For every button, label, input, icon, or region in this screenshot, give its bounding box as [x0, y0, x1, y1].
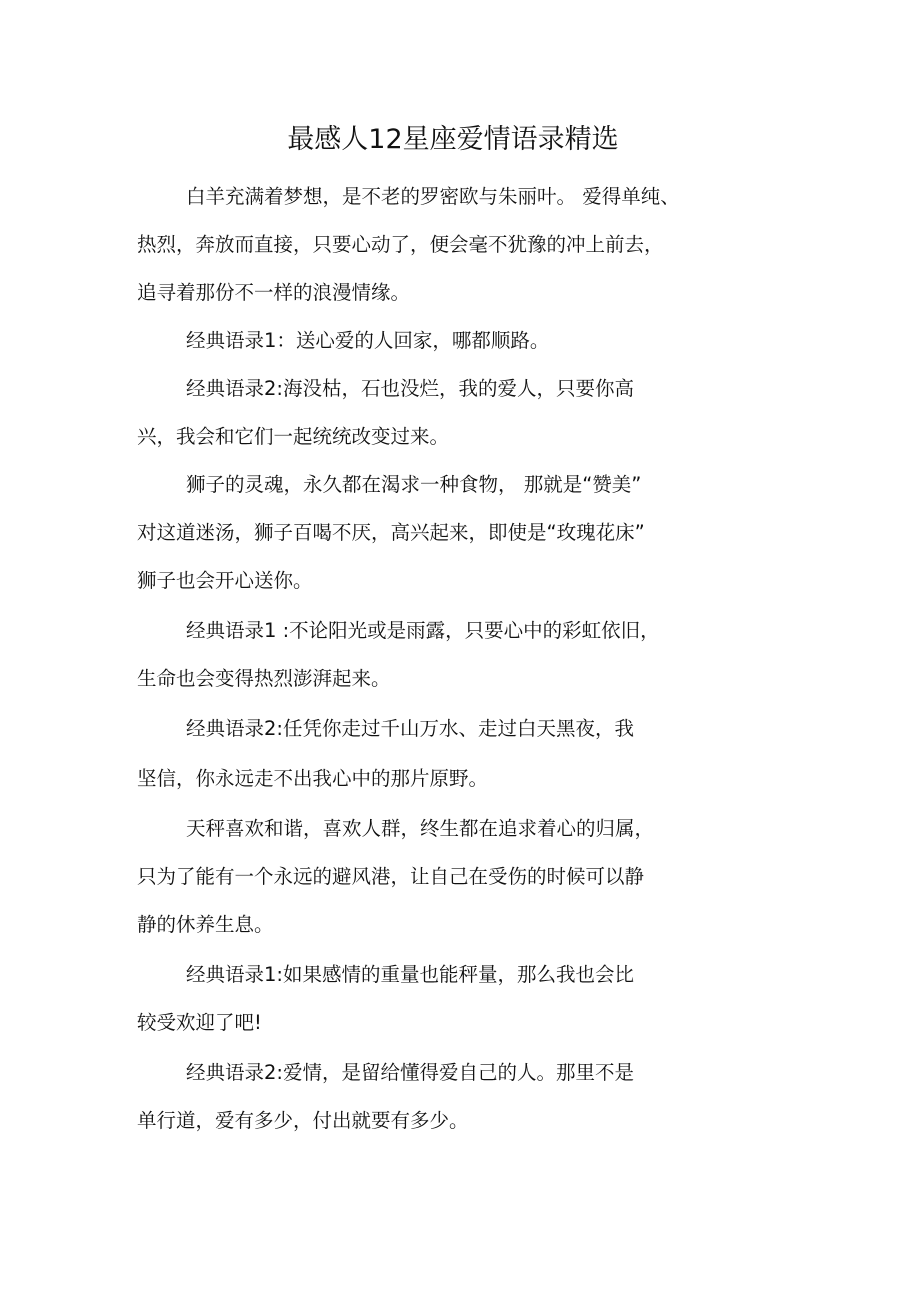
text-line: 经典语录1:如果感情的重量也能秤量，那么我也会比	[186, 963, 634, 986]
text-line: 经典语录2:海没枯，石也没烂，我的爱人，只要你高	[186, 377, 634, 400]
text-line: 单行道，爱有多少，付出就要有多少。	[137, 1109, 469, 1132]
text-line: 兴，我会和它们一起统统改变过来。	[137, 425, 450, 448]
text-line: 经典语录1：送心爱的人回家，哪都顺路。	[186, 329, 550, 352]
text-line: 生命也会变得热烈澎湃起来。	[137, 667, 391, 690]
text-line: 对这道迷汤，狮子百喝不厌，高兴起来，即使是“玫瑰花床”	[137, 521, 645, 544]
text-line: 坚信，你永远走不出我心中的那片原野。	[137, 767, 489, 790]
text-line: 狮子也会开心送你。	[137, 569, 313, 592]
text-line: 经典语录2:爱情，是留给懂得爱自己的人。那里不是	[186, 1061, 634, 1084]
text-line: 热烈，奔放而直接，只要心动了，便会毫不犹豫的冲上前去，	[137, 233, 664, 256]
text-line: 经典语录1 :不论阳光或是雨露，只要心中的彩虹依旧，	[186, 619, 660, 642]
text-line: 较受欢迎了吧!	[137, 1011, 262, 1034]
text-line: 静的休养生息。	[137, 913, 274, 936]
text-line: 经典语录2:任凭你走过千山万水、走过白天黑夜，我	[186, 717, 634, 740]
text-line: 狮子的灵魂，永久都在渴求一种食物， 那就是“赞美”	[186, 473, 642, 496]
document-title: 最感人12星座爱情语录精选	[287, 124, 619, 155]
text-line: 白羊充满着梦想，是不老的罗密欧与朱丽叶。 爱得单纯、	[186, 185, 680, 208]
text-line: 只为了能有一个永远的避风港，让自己在受伤的时候可以静	[137, 865, 645, 888]
text-line: 天秤喜欢和谐，喜欢人群，终生都在追求着心的归属，	[186, 817, 655, 840]
text-line: 追寻着那份不一样的浪漫情缘。	[137, 281, 411, 304]
